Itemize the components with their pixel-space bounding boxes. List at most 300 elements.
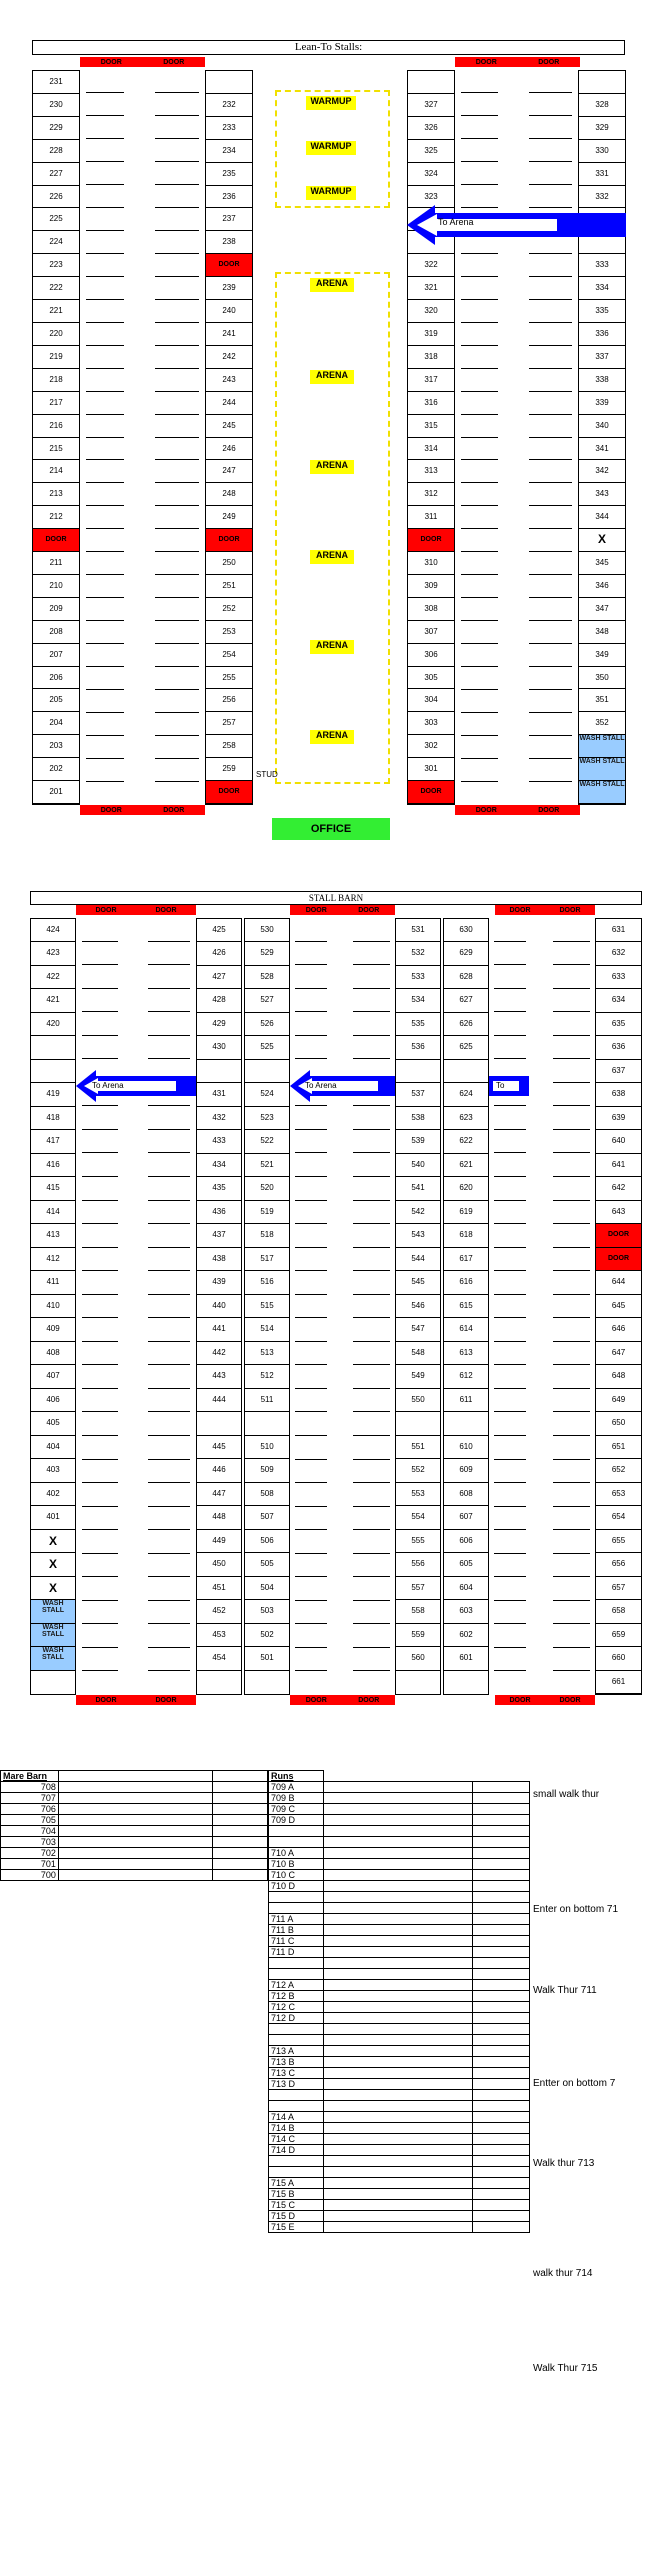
aisle-divider	[461, 712, 498, 713]
stall-cell: 516	[245, 1271, 289, 1294]
aisle-divider	[295, 1435, 327, 1436]
stall-cell: 521	[245, 1154, 289, 1177]
aisle-divider	[148, 1223, 190, 1224]
stall-cell: 229	[33, 117, 79, 140]
aisle-divider	[295, 1341, 327, 1342]
aisle-divider	[295, 1576, 327, 1577]
aisle-divider	[148, 1317, 190, 1318]
stall-cell: 232	[206, 94, 252, 117]
aisle-divider	[461, 505, 498, 506]
runs-row	[269, 2178, 530, 2189]
stall-cell: 304	[408, 689, 454, 712]
stall-cell: 639	[596, 1107, 641, 1130]
stall-cell: 401	[31, 1506, 75, 1529]
stall-door: DOOR	[596, 1248, 641, 1271]
aisle-divider	[553, 1576, 590, 1577]
aisle-divider	[148, 1647, 190, 1648]
aisle-divider	[529, 368, 572, 369]
aisle-divider	[353, 988, 390, 989]
stall-cell: 445	[197, 1436, 241, 1459]
aisle-divider	[553, 1670, 590, 1671]
aisle-divider	[529, 253, 572, 254]
aisle-divider	[148, 941, 190, 942]
stall-cell: 623	[444, 1107, 488, 1130]
stall-cell: 344	[579, 506, 625, 529]
mare-barn-row	[1, 1782, 268, 1793]
aisle-divider	[148, 1670, 190, 1671]
stall-cell: 519	[245, 1201, 289, 1224]
stall-cell: 411	[31, 1271, 75, 1294]
stall-cell: 511	[245, 1389, 289, 1412]
stall-cell: 312	[408, 483, 454, 506]
stall-cell: 602	[444, 1624, 488, 1647]
stall-cell: 614	[444, 1318, 488, 1341]
lean-to-title: Lean-To Stalls:	[32, 40, 625, 55]
mare-barn-stall: 706	[1, 1804, 59, 1815]
stall-cell: 221	[33, 300, 79, 323]
aisle-divider	[461, 735, 498, 736]
stall-cell: 637	[596, 1060, 641, 1083]
aisle-divider	[553, 1317, 590, 1318]
stall-cell: 440	[197, 1295, 241, 1318]
stall-cell: 438	[197, 1248, 241, 1271]
aisle-divider	[295, 1200, 327, 1201]
stall-cell: 604	[444, 1577, 488, 1600]
stall-cell: 631	[596, 919, 641, 942]
run-label: 715 C	[269, 2200, 324, 2211]
aisle-divider	[82, 1247, 118, 1248]
stall-cell: 661	[596, 1671, 641, 1694]
stall-cell: 207	[33, 644, 79, 667]
stall-cell: 624	[444, 1083, 488, 1106]
aisle-divider	[155, 597, 199, 598]
stall-cell: 648	[596, 1365, 641, 1388]
aisle-divider	[155, 276, 199, 277]
aisle-divider	[82, 1105, 118, 1106]
aisle-divider	[155, 184, 199, 185]
stall-cell: 656	[596, 1553, 641, 1576]
run-label	[269, 1837, 324, 1848]
stall-cell: 448	[197, 1506, 241, 1529]
stall-cell: 635	[596, 1013, 641, 1036]
stall-cell: 340	[579, 415, 625, 438]
runs-row	[269, 1782, 530, 1793]
stall-cell: 439	[197, 1271, 241, 1294]
aisle-divider	[295, 1553, 327, 1554]
aisle-divider	[461, 253, 498, 254]
aisle-divider	[82, 941, 118, 942]
aisle-divider	[461, 781, 498, 782]
aisle-divider	[529, 505, 572, 506]
stall-barn-column-4	[395, 918, 441, 1695]
aisle-divider	[295, 1176, 327, 1177]
aisle-divider	[529, 92, 572, 93]
aisle-divider	[82, 1388, 118, 1389]
run-label: 710 D	[269, 1881, 324, 1892]
aisle-divider	[295, 1647, 327, 1648]
stall-cell: 328	[579, 94, 625, 117]
stall-cell: 628	[444, 966, 488, 989]
stall-cell: 217	[33, 392, 79, 415]
stall-cell: 557	[396, 1577, 440, 1600]
aisle-divider	[295, 1459, 327, 1460]
stall-cell: 625	[444, 1036, 488, 1059]
stall-cell: 330	[579, 140, 625, 163]
stall-barn-title: STALL BARN	[30, 891, 642, 905]
aisle-divider	[86, 299, 124, 300]
stall-cell: 315	[408, 415, 454, 438]
stall-cell	[245, 1060, 289, 1083]
aisle-divider	[155, 368, 199, 369]
run-label: 710 C	[269, 1870, 324, 1881]
run-label	[269, 2167, 324, 2178]
aisle-divider	[155, 161, 199, 162]
warmup-label-1: WARMUP	[306, 96, 356, 110]
stall-cell: 347	[579, 598, 625, 621]
run-label: 711 D	[269, 1947, 324, 1958]
stall-cell: 534	[396, 989, 440, 1012]
stall-cell: 514	[245, 1318, 289, 1341]
runs-row	[269, 2112, 530, 2123]
stall-cell: 532	[396, 942, 440, 965]
aisle-divider	[148, 1506, 190, 1507]
stall-cell: 610	[444, 1436, 488, 1459]
stall-cell: 515	[245, 1295, 289, 1318]
aisle-divider	[295, 1506, 327, 1507]
stall-barn-top-door-2: DOOR DOOR	[290, 905, 395, 915]
mare-barn-stall: 700	[1, 1870, 59, 1881]
mare-barn-stall: 701	[1, 1859, 59, 1870]
runs-row	[269, 1826, 530, 1837]
aisle-divider	[82, 1364, 118, 1365]
aisle-divider	[461, 184, 498, 185]
stall-cell: 654	[596, 1506, 641, 1529]
stall-door: DOOR	[596, 1224, 641, 1247]
stall-cell: 230	[33, 94, 79, 117]
stall-cell: 321	[408, 277, 454, 300]
stall-cell: 352	[579, 712, 625, 735]
stall-cell: 226	[33, 186, 79, 209]
aisle-divider	[295, 1011, 327, 1012]
stall-cell: 509	[245, 1459, 289, 1482]
aisle-divider	[86, 253, 124, 254]
stall-cell: 425	[197, 919, 241, 942]
aisle-divider	[155, 643, 199, 644]
stall-cell: 308	[408, 598, 454, 621]
aisle-divider	[295, 1529, 327, 1530]
runs-row	[269, 1793, 530, 1804]
aisle-divider	[494, 1129, 526, 1130]
aisle-divider	[553, 1176, 590, 1177]
stall-cell	[396, 1060, 440, 1083]
aisle-divider	[155, 414, 199, 415]
stall-barn-column-6	[595, 918, 642, 1695]
stall-cell: 505	[245, 1553, 289, 1576]
stall-cell: 418	[31, 1107, 75, 1130]
aisle-divider	[155, 574, 199, 575]
arena-label-1: ARENA	[310, 278, 354, 292]
stall-cell: 216	[33, 415, 79, 438]
stall-cell: 536	[396, 1036, 440, 1059]
stall-cell: 201	[33, 781, 79, 804]
stall-cell: 522	[245, 1130, 289, 1153]
runs-row	[269, 2024, 530, 2035]
aisle-divider	[86, 322, 124, 323]
stall-barn-column-1	[30, 918, 76, 1695]
stall-cell: 422	[31, 966, 75, 989]
aisle-divider	[86, 666, 124, 667]
aisle-divider	[553, 1105, 590, 1106]
aisle-divider	[553, 964, 590, 965]
mare-barn-stall: 705	[1, 1815, 59, 1826]
stall-cell: 507	[245, 1506, 289, 1529]
run-label: 715 A	[269, 2178, 324, 2189]
aisle-divider	[295, 941, 327, 942]
stall-cell: 323	[408, 186, 454, 209]
stall-cell: 427	[197, 966, 241, 989]
aisle-divider	[529, 161, 572, 162]
run-label: 711 C	[269, 1936, 324, 1947]
aisle-divider	[155, 781, 199, 782]
stall-cell: 616	[444, 1271, 488, 1294]
aisle-divider	[148, 988, 190, 989]
aisle-divider	[86, 276, 124, 277]
aisle-divider	[353, 1506, 390, 1507]
aisle-divider	[494, 1647, 526, 1648]
stall-cell: 647	[596, 1342, 641, 1365]
stall-cell: 241	[206, 323, 252, 346]
stall-cell: 408	[31, 1342, 75, 1365]
aisle-divider	[461, 620, 498, 621]
runs-row	[269, 1859, 530, 1870]
aisle-divider	[553, 1247, 590, 1248]
stall-barn-arrow-2-label: To Arena	[305, 1081, 337, 1090]
stall-cell: 319	[408, 323, 454, 346]
stall-cell: 324	[408, 163, 454, 186]
stall-cell: 513	[245, 1342, 289, 1365]
stall-cell: 322	[408, 254, 454, 277]
stall-cell: 644	[596, 1271, 641, 1294]
stall-cell: 311	[408, 506, 454, 529]
run-label: 713 D	[269, 2079, 324, 2090]
stall-cell: 215	[33, 438, 79, 461]
stall-cell: 331	[579, 163, 625, 186]
stall-cell: 449	[197, 1530, 241, 1553]
aisle-divider	[148, 1482, 190, 1483]
runs-row	[269, 2145, 530, 2156]
stall-cell	[197, 1060, 241, 1083]
aisle-divider	[461, 115, 498, 116]
stall-x-mark: X	[31, 1553, 75, 1576]
aisle-divider	[529, 459, 572, 460]
aisle-divider	[553, 1529, 590, 1530]
stall-cell: 646	[596, 1318, 641, 1341]
stall-cell: 317	[408, 369, 454, 392]
aisle-divider	[494, 1317, 526, 1318]
stall-cell	[444, 1060, 488, 1083]
mare-barn-row	[1, 1870, 268, 1881]
runs-row	[269, 2123, 530, 2134]
runs-row	[269, 2079, 530, 2090]
aisle-divider	[529, 138, 572, 139]
stall-cell: 428	[197, 989, 241, 1012]
stall-cell: 208	[33, 621, 79, 644]
aisle-divider	[86, 597, 124, 598]
runs-row	[269, 1881, 530, 1892]
stall-cell: 542	[396, 1201, 440, 1224]
stall-cell: 636	[596, 1036, 641, 1059]
runs-row	[269, 1914, 530, 1925]
aisle-divider	[148, 1270, 190, 1271]
stall-cell: 531	[396, 919, 440, 942]
aisle-divider	[82, 1647, 118, 1648]
stall-cell: 446	[197, 1459, 241, 1482]
aisle-divider	[494, 1364, 526, 1365]
stall-cell: 250	[206, 552, 252, 575]
stall-cell: 658	[596, 1600, 641, 1623]
aisle-divider	[494, 1176, 526, 1177]
aisle-divider	[494, 1294, 526, 1295]
stall-cell: 423	[31, 942, 75, 965]
runs-note-712: Entter on bottom 7	[533, 2078, 616, 2089]
stall-cell: 629	[444, 942, 488, 965]
stall-door: DOOR	[408, 529, 454, 552]
stall-cell: 233	[206, 117, 252, 140]
stall-cell: 543	[396, 1224, 440, 1247]
run-label	[269, 2156, 324, 2167]
runs-row	[269, 2211, 530, 2222]
aisle-divider	[86, 368, 124, 369]
aisle-divider	[461, 345, 498, 346]
stall-cell: 655	[596, 1530, 641, 1553]
aisle-divider	[529, 299, 572, 300]
stall-cell: 452	[197, 1600, 241, 1623]
runs-row	[269, 1804, 530, 1815]
stall-cell: 220	[33, 323, 79, 346]
stall-cell: 239	[206, 277, 252, 300]
aisle-divider	[553, 1129, 590, 1130]
run-label	[269, 1903, 324, 1914]
aisle-divider	[155, 482, 199, 483]
aisle-divider	[148, 1529, 190, 1530]
run-label: 710 A	[269, 1848, 324, 1859]
aisle-divider	[155, 345, 199, 346]
aisle-divider	[148, 1553, 190, 1554]
stall-cell: 336	[579, 323, 625, 346]
stall-barn-column-5	[443, 918, 489, 1695]
stall-cell: 206	[33, 667, 79, 690]
stall-cell: 419	[31, 1083, 75, 1106]
aisle-divider	[86, 551, 124, 552]
aisle-divider	[82, 1341, 118, 1342]
aisle-divider	[295, 1670, 327, 1671]
stall-cell: 335	[579, 300, 625, 323]
stall-cell: 608	[444, 1483, 488, 1506]
aisle-divider	[295, 1058, 327, 1059]
aisle-divider	[494, 1388, 526, 1389]
aisle-divider	[295, 1623, 327, 1624]
aisle-divider	[86, 574, 124, 575]
aisle-divider	[155, 620, 199, 621]
stall-cell: 611	[444, 1389, 488, 1412]
aisle-divider	[86, 391, 124, 392]
stall-cell: 553	[396, 1483, 440, 1506]
stall-cell: 218	[33, 369, 79, 392]
stall-barn-arrow-3-label: To	[496, 1081, 505, 1090]
stall-cell: 546	[396, 1295, 440, 1318]
stall-cell: 643	[596, 1201, 641, 1224]
stall-cell: 246	[206, 438, 252, 461]
stall-cell: 437	[197, 1224, 241, 1247]
stall-cell: 210	[33, 575, 79, 598]
mare-barn-row	[1, 1815, 268, 1826]
aisle-divider	[553, 1082, 590, 1083]
runs-row	[269, 2189, 530, 2200]
stall-cell: 334	[579, 277, 625, 300]
lean-to-aisle-left	[80, 70, 205, 805]
stall-cell: 320	[408, 300, 454, 323]
aisle-divider	[529, 574, 572, 575]
aisle-divider	[82, 1270, 118, 1271]
aisle-divider	[86, 712, 124, 713]
runs-row	[269, 2090, 530, 2101]
aisle-divider	[553, 1459, 590, 1460]
stall-cell: 306	[408, 644, 454, 667]
aisle-divider	[82, 1411, 118, 1412]
aisle-divider	[148, 1364, 190, 1365]
aisle-divider	[494, 1435, 526, 1436]
run-label: 709 C	[269, 1804, 324, 1815]
aisle-divider	[461, 666, 498, 667]
aisle-divider	[553, 1411, 590, 1412]
aisle-divider	[148, 1623, 190, 1624]
aisle-divider	[353, 1670, 390, 1671]
mare-barn-row	[1, 1848, 268, 1859]
stall-cell: 431	[197, 1083, 241, 1106]
aisle-divider	[353, 1035, 390, 1036]
stall-cell: 649	[596, 1389, 641, 1412]
aisle-divider	[461, 391, 498, 392]
mare-barn-row	[1, 1859, 268, 1870]
aisle-divider	[494, 941, 526, 942]
aisle-divider	[86, 345, 124, 346]
stall-cell: 641	[596, 1154, 641, 1177]
wash-stall: WASH STALL	[579, 758, 625, 781]
stall-cell: 235	[206, 163, 252, 186]
stall-cell: 257	[206, 712, 252, 735]
stall-cell: 342	[579, 460, 625, 483]
aisle-divider	[82, 1035, 118, 1036]
aisle-divider	[353, 1623, 390, 1624]
aisle-divider	[461, 322, 498, 323]
run-label: 713 A	[269, 2046, 324, 2057]
stall-cell: 224	[33, 231, 79, 254]
aisle-divider	[553, 1152, 590, 1153]
lean-to-column-a	[32, 70, 80, 805]
run-label: 715 D	[269, 2211, 324, 2222]
aisle-divider	[82, 1600, 118, 1601]
mare-barn-table	[0, 1770, 268, 1881]
aisle-divider	[553, 1647, 590, 1648]
stall-cell: 650	[596, 1412, 641, 1435]
stall-cell	[197, 1412, 241, 1435]
runs-header: Runs	[269, 1771, 324, 1782]
aisle-divider	[148, 1294, 190, 1295]
aisle-divider	[494, 1553, 526, 1554]
aisle-divider	[82, 964, 118, 965]
run-label: 715 B	[269, 2189, 324, 2200]
stall-cell: 251	[206, 575, 252, 598]
